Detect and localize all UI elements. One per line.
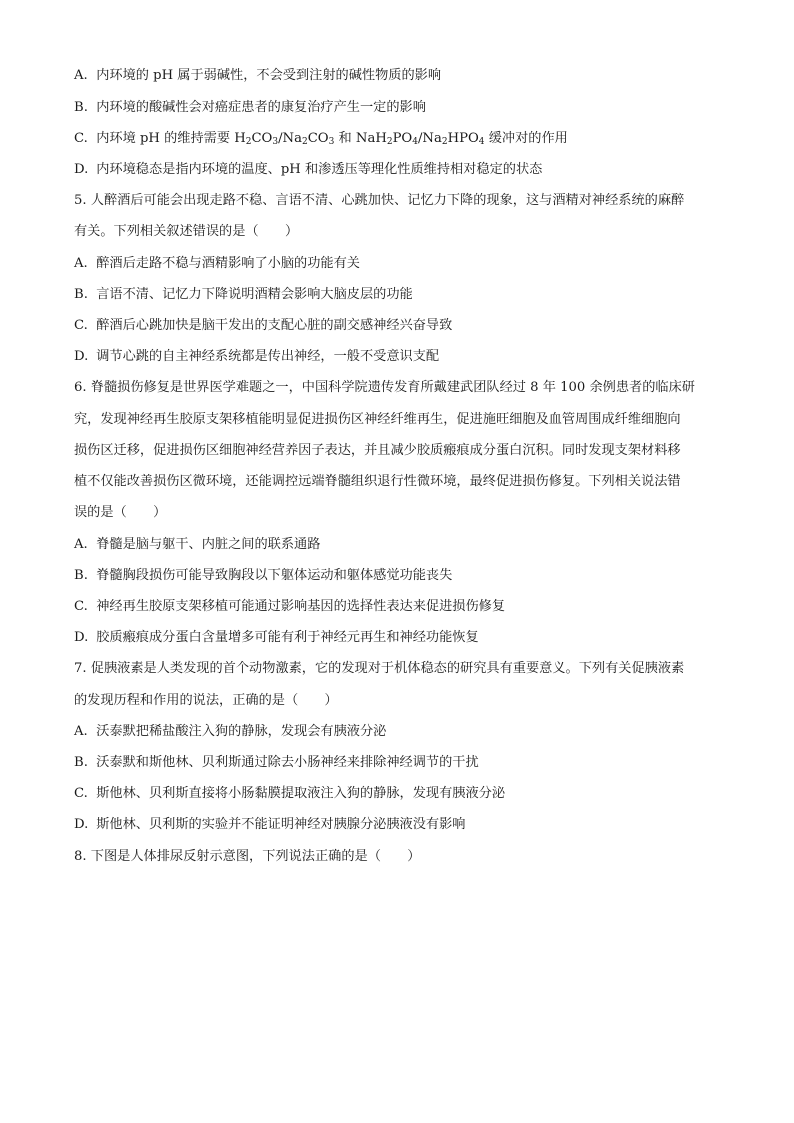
option-text: 醉酒后心跳加快是脑干发出的支配心脏的副交感神经兴奋导致 [96, 318, 453, 333]
q4-option-a [74, 67, 441, 85]
q6-stem-line-1: 6. 脊髓损伤修复是世界医学难题之一，中国科学院遗传发育所戴建武团队经过 8 年 100 余例患者的临床研 [74, 380, 695, 395]
q4-option-d [74, 161, 542, 179]
option-text: 脊髓胸段损伤可能导致胸段以下躯体运动和躯体感觉功能丧失 [96, 568, 453, 583]
option-label: A. [74, 537, 88, 552]
option-label: C. [74, 599, 88, 614]
option-label: C. [74, 131, 88, 146]
option-text: 内环境稳态是指内环境的温度、pH 和渗透压等理化性质维持相对稳定的状态 [96, 162, 543, 177]
q7-option-c [74, 785, 505, 803]
option-text: 神经再生胶原支架移植可能通过影响基因的选择性表达来促进损伤修复 [96, 599, 506, 614]
option-label: A. [74, 256, 88, 271]
option-text: 沃泰默和斯他林、贝利斯通过除去小肠神经来排除神经调节的干扰 [96, 755, 479, 770]
q5-stem-line-2: 有关。下列相关叙述错误的是（ ） [74, 224, 299, 239]
q6-option-c [74, 598, 505, 616]
q4-option-c [74, 130, 568, 148]
option-text: 沃泰默把稀盐酸注入狗的静脉，发现会有胰液分泌 [96, 724, 387, 739]
option-text: 斯他林、贝利斯直接将小肠黏膜提取液注入狗的静脉，发现有胰液分泌 [96, 786, 506, 801]
q7-option-d [74, 816, 465, 834]
q6-option-b [74, 567, 452, 585]
option-text: 醉酒后走路不稳与酒精影响了小脑的功能有关 [96, 256, 360, 271]
q6-option-a [74, 536, 320, 554]
option-label: B. [74, 755, 88, 770]
q5-option-c [74, 317, 452, 335]
q6-option-d [74, 629, 479, 647]
option-text: 胶质瘢痕成分蛋白含量增多可能有利于神经元再生和神经功能恢复 [96, 630, 479, 645]
q4-option-b [74, 99, 426, 117]
q6-stem-line-3: 损伤区迁移，促进损伤区细胞神经营养因子表达，并且减少胶质瘢痕成分蛋白沉积。同时发现支架材料移 [74, 443, 681, 458]
option-label: B. [74, 100, 88, 115]
q7-option-b [74, 754, 479, 772]
option-text: 调节心跳的自主神经系统都是传出神经，一般不受意识支配 [96, 349, 440, 364]
option-text: 内环境的 pH 属于弱碱性，不会受到注射的碱性物质的影响 [96, 68, 442, 83]
option-label: C. [74, 786, 88, 801]
q5-option-a [74, 255, 360, 273]
option-label: D. [74, 162, 89, 177]
q5-option-b [74, 286, 413, 304]
option-label: B. [74, 287, 88, 302]
option-label: A. [74, 724, 88, 739]
q6-stem-line-5: 误的是（ ） [74, 505, 167, 520]
option-label: C. [74, 318, 88, 333]
option-text: 斯他林、贝利斯的实验并不能证明神经对胰腺分泌胰液没有影响 [96, 817, 466, 832]
q5-stem-line-1: 5. 人醉酒后可能会出现走路不稳、言语不清、心跳加快、记忆力下降的现象，这与酒精对神经系统的麻醉 [74, 193, 685, 208]
q6-stem-line-2: 究，发现神经再生胶原支架移植能明显促进损伤区神经纤维再生，促进施旺细胞及血管周围成纤维细胞向 [74, 412, 681, 427]
option-text: 内环境 pH 的维持需要 $H_2CO_3/Na_2CO_3$ 和 $NaH_2PO_4/Na_2HPO_4$ 缓冲对的作用 [96, 131, 568, 147]
option-text: 脊髓是脑与躯干、内脏之间的联系通路 [96, 537, 321, 552]
option-label: A. [74, 68, 88, 83]
option-label: D. [74, 817, 89, 832]
q6-stem-line-4: 植不仅能改善损伤区微环境，还能调控远端脊髓组织退行性微环境，最终促进损伤修复。下列相关说法错 [74, 474, 681, 489]
q7-stem-line-1: 7. 促胰液素是人类发现的首个动物激素，它的发现对于机体稳态的研究具有重要意义。下列有关促胰液素 [74, 661, 685, 676]
q5-option-d [74, 348, 439, 366]
q7-stem-line-2: 的发现历程和作用的说法，正确的是（ ） [74, 693, 338, 708]
option-text: 内环境的酸碱性会对癌症患者的康复治疗产生一定的影响 [96, 100, 426, 115]
q8-stem-line-1: 8. 下图是人体排尿反射示意图，下列说法正确的是（ ） [74, 849, 421, 864]
q7-option-a [74, 723, 386, 741]
option-label: B. [74, 568, 88, 583]
option-text: 言语不清、记忆力下降说明酒精会影响大脑皮层的功能 [96, 287, 413, 302]
option-label: D. [74, 349, 89, 364]
option-label: D. [74, 630, 89, 645]
